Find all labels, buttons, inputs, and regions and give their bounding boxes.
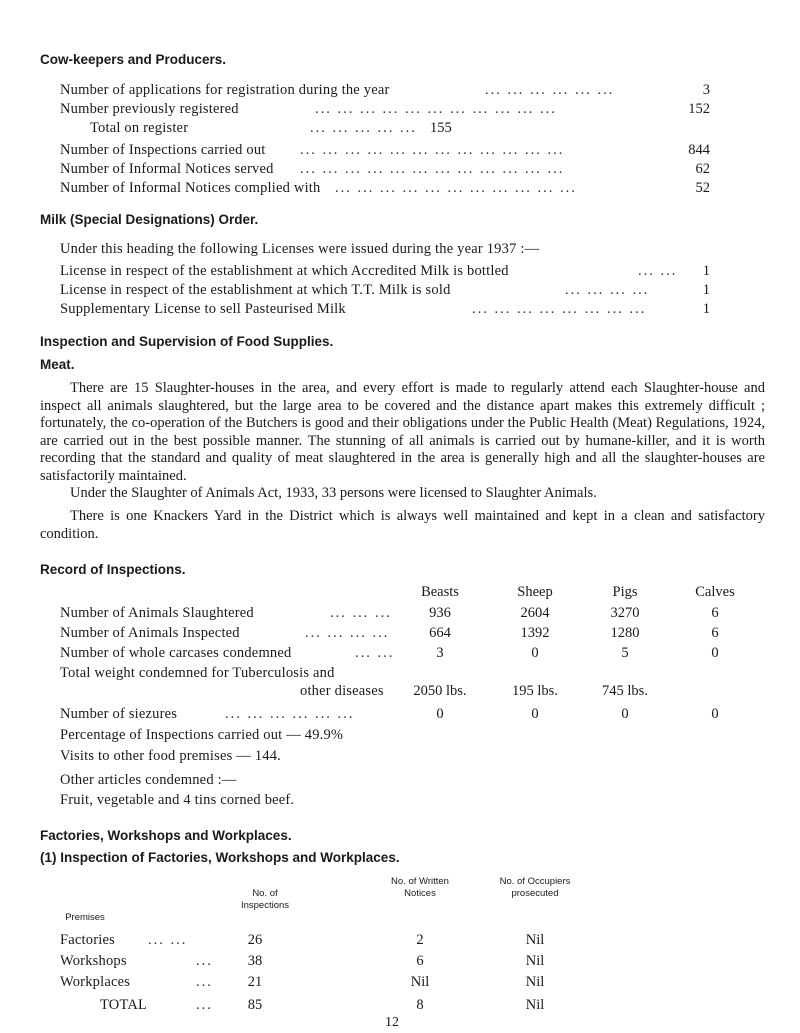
leader-dots: ... ... ... ... ... ... [485, 82, 615, 98]
leader-dots: ... ... ... ... ... ... ... ... [472, 301, 647, 317]
inspection-heading: Inspection and Supervision of Food Supplies. [40, 334, 334, 349]
leader-dots: ... ... ... ... [305, 625, 390, 641]
leader-dots: ... ... ... ... ... ... [225, 706, 355, 722]
leader-dots: ... ... ... ... [565, 282, 650, 298]
milk-row-value: 1 [702, 282, 710, 298]
cow-row-value: 155 [430, 120, 452, 136]
milk-row-label: License in respect of the establishment at which Accredited Milk is bottled [60, 263, 509, 279]
record-row-label: Number of whole carcases condemned [60, 645, 292, 661]
leader-dots: ... ... [148, 932, 188, 948]
col-notices: No. of Written Notices [391, 876, 449, 899]
cow-row-value: 152 [688, 101, 710, 117]
record-cell: 1392 [520, 625, 550, 641]
leader-dots: ... [196, 997, 213, 1013]
record-cell: 2604 [520, 605, 550, 621]
leader-dots: ... [196, 953, 213, 969]
cow-row-value: 62 [695, 161, 710, 177]
record-cell: 936 [429, 605, 451, 621]
meat-paragraph: There are 15 Slaughter-houses in the area, and every effort is made to regularly attend each Slaughter-house and inspect all animals slaughtered, but the large area to be covered and the distance apart makes this extremely difficult ; fortunately, the co-operation of the Butchers is good and their obligations under the Public Health (Meat) Regulations, 1924, are carried out in the best possible manner. The stunning of all animals is carried out by humane-killer, and it is worth recording that the standard and quality of meat slaughtered in the area is generally high and all the slaughter-houses are satisfactorily maintained. [40, 380, 765, 484]
col-pigs: Pigs [612, 584, 638, 600]
factories-subheading: (1) Inspection of Factories, Workshops and Workplaces. [40, 850, 400, 865]
meat-heading: Meat. [40, 357, 75, 372]
factory-total-notices: 8 [416, 997, 424, 1013]
factory-total-prosecuted: Nil [525, 997, 545, 1013]
col-beasts: Beasts [421, 584, 459, 600]
factory-row-notices: 6 [416, 953, 424, 969]
record-cell: 3 [436, 645, 444, 661]
leader-dots: ... ... ... ... ... ... ... ... ... ... ... ... [300, 142, 565, 158]
factories-heading: Factories, Workshops and Workplaces. [40, 828, 292, 843]
milk-intro: Under this heading the following Licenses were issued during the year 1937 :— [60, 241, 540, 257]
record-cell: 6 [711, 605, 719, 621]
record-cell: 6 [711, 625, 719, 641]
cow-row-label: Number previously registered [60, 101, 239, 117]
cow-row-value: 844 [688, 142, 710, 158]
cow-keepers-heading: Cow-keepers and Producers. [40, 52, 227, 67]
factory-row-premises: Factories [60, 932, 115, 948]
factory-row-inspections: 26 [247, 932, 263, 948]
leader-dots: ... ... ... ... ... ... ... ... ... ... ... [335, 180, 577, 196]
record-cell: 0 [711, 706, 719, 722]
record-cell: 0 [621, 706, 629, 722]
other-articles-line: Other articles condemned :— [60, 772, 237, 788]
record-row-label: Total weight condemned for Tuberculosis and [60, 665, 335, 681]
record-cell: 1280 [610, 625, 640, 641]
factory-row-prosecuted: Nil [525, 932, 545, 948]
record-cell: 0 [531, 706, 539, 722]
leader-dots: ... ... ... [330, 605, 392, 621]
cow-row-label: Number of Informal Notices served [60, 161, 274, 177]
col-premises: Premises [65, 912, 105, 923]
page-number: 12 [385, 1015, 399, 1030]
record-cell: 745 lbs. [602, 683, 648, 699]
cow-row-value: 52 [695, 180, 710, 196]
col-inspections: No. of Inspections [240, 888, 290, 911]
cow-row-value: 3 [702, 82, 710, 98]
milk-row-label: Supplementary License to sell Pasteurised Milk [60, 301, 346, 317]
cow-row-label: Number of applications for registration during the year [60, 82, 390, 98]
factory-row-prosecuted: Nil [525, 974, 545, 990]
leader-dots: ... [196, 974, 213, 990]
record-cell: 664 [429, 625, 451, 641]
record-cell: 5 [621, 645, 629, 661]
col-sheep: Sheep [517, 584, 553, 600]
factory-row-notices: 2 [416, 932, 424, 948]
leader-dots: ... ... [355, 645, 395, 661]
record-cell: 2050 lbs. [413, 683, 467, 699]
knackers-paragraph: There is one Knackers Yard in the District which is always well maintained and kept in a clean and satisfactory condition. [40, 508, 765, 542]
record-row-label: Number of Animals Inspected [60, 625, 240, 641]
record-heading: Record of Inspections. [40, 562, 186, 577]
milk-heading: Milk (Special Designations) Order. [40, 212, 259, 227]
milk-row-label: License in respect of the establishment at which T.T. Milk is sold [60, 282, 451, 298]
milk-row-value: 1 [702, 301, 710, 317]
factory-row-prosecuted: Nil [525, 953, 545, 969]
slaughter-act-paragraph: Under the Slaughter of Animals Act, 1933, 33 persons were licensed to Slaughter Animals. [70, 485, 597, 501]
factory-row-inspections: 21 [247, 974, 263, 990]
col-prosecuted: No. of Occupiers prosecuted [499, 876, 571, 899]
leader-dots: ... ... ... ... ... [310, 120, 417, 136]
leader-dots: ... ... [638, 263, 678, 279]
factory-row-inspections: 38 [247, 953, 263, 969]
record-row-label: Number of Animals Slaughtered [60, 605, 254, 621]
leader-dots: ... ... ... ... ... ... ... ... ... ... ... ... [300, 161, 565, 177]
cow-row-label: Number of Informal Notices complied with [60, 180, 321, 196]
factory-row-premises: Workplaces [60, 974, 131, 990]
record-row-label: Number of siezures [60, 706, 178, 722]
factory-row-notices: Nil [410, 974, 430, 990]
record-cell: 195 lbs. [512, 683, 558, 699]
record-cell: 0 [711, 645, 719, 661]
record-cell: 3270 [610, 605, 640, 621]
cow-row-label: Total on register [90, 120, 189, 136]
factory-total-inspections: 85 [247, 997, 263, 1013]
col-calves: Calves [695, 584, 735, 600]
cow-row-label: Number of Inspections carried out [60, 142, 266, 158]
factory-row-premises: Workshops [60, 953, 127, 969]
leader-dots: ... ... ... ... ... ... ... ... ... ... ... [315, 101, 557, 117]
record-row-label-cont: other diseases [300, 683, 384, 699]
record-cell: 0 [436, 706, 444, 722]
record-cell: 0 [531, 645, 539, 661]
visits-line: Visits to other food premises — 144. [60, 748, 281, 764]
percentage-line: Percentage of Inspections carried out — 49.9% [60, 727, 344, 743]
factory-total-premises: TOTAL [100, 997, 148, 1013]
fruit-line: Fruit, vegetable and 4 tins corned beef. [60, 792, 295, 808]
milk-row-value: 1 [702, 263, 710, 279]
